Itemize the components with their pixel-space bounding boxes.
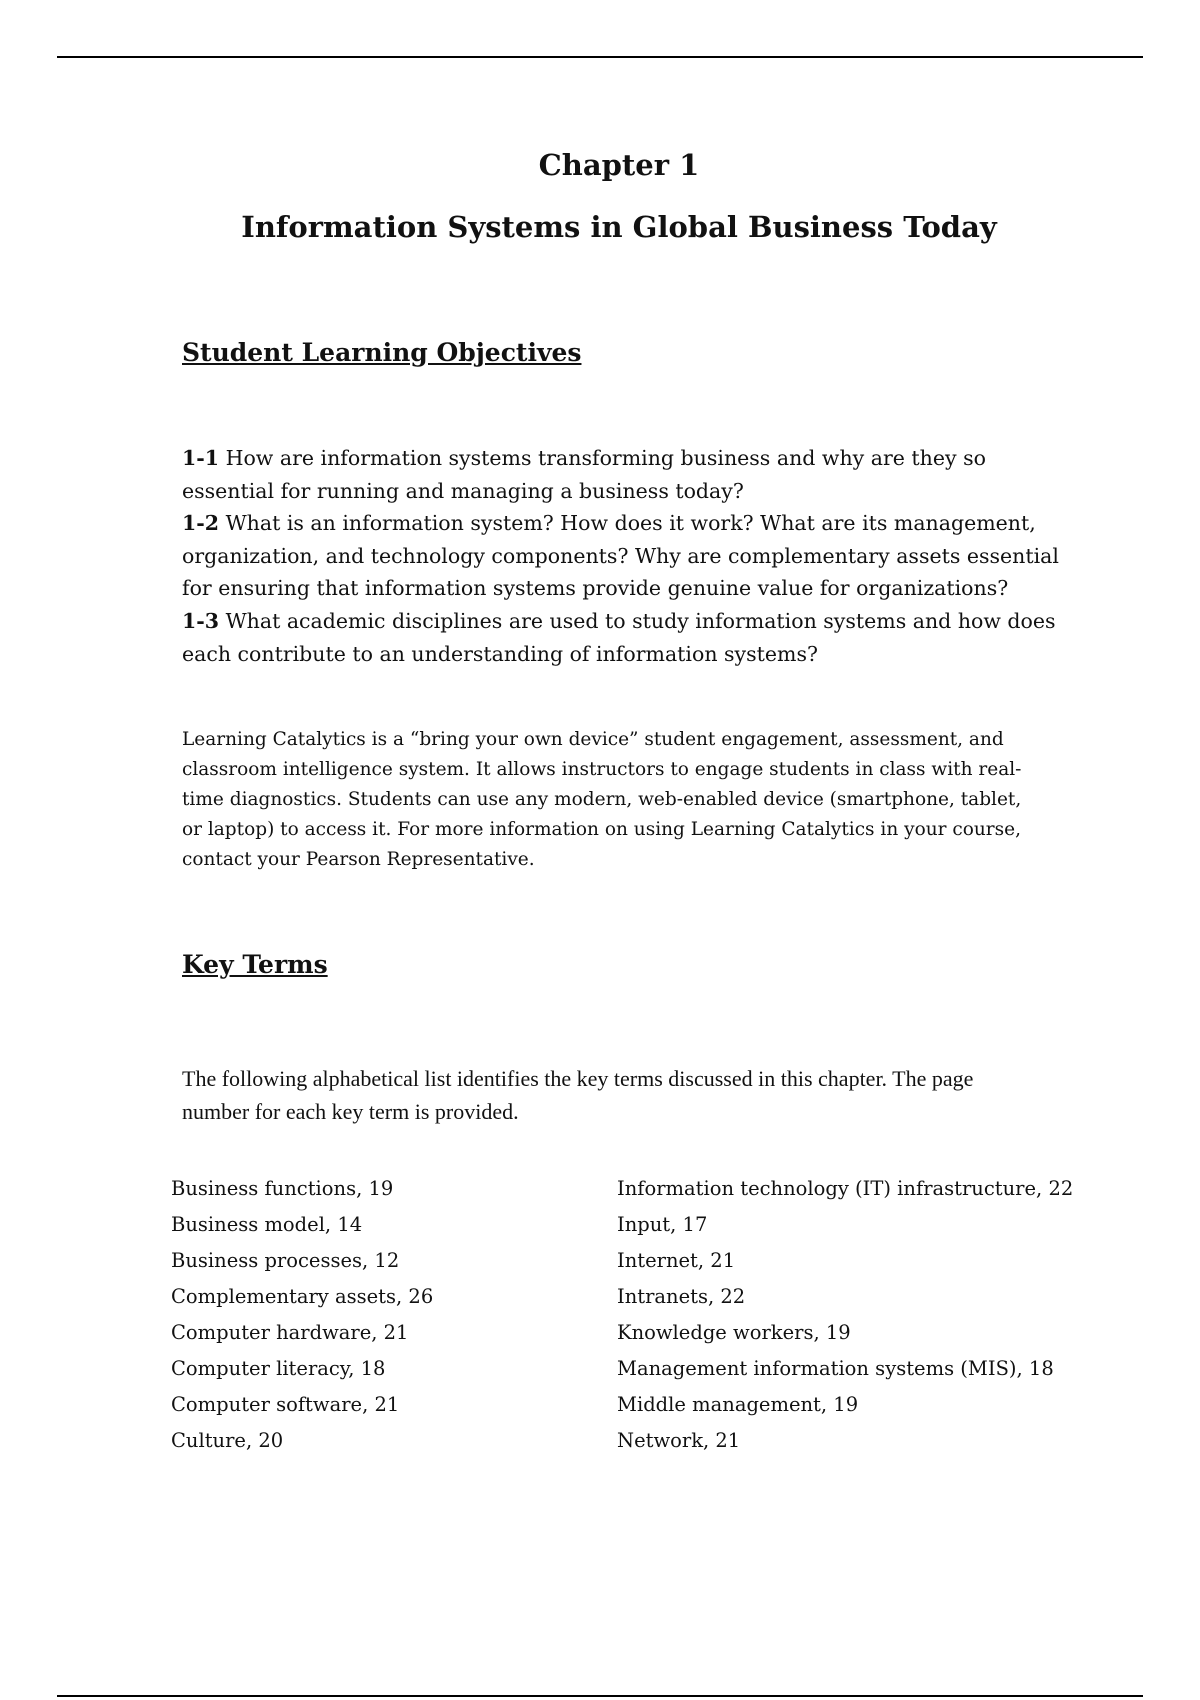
objective-text: How are information systems transforming business and why are they so essential for running and managing a business today? [182,446,986,503]
key-term: Complementary assets, 26 [171,1285,434,1308]
objective-number: 1-3 [182,608,220,633]
key-term: Input, 17 [617,1213,708,1236]
key-term: Computer software, 21 [171,1393,400,1416]
key-term: Business processes, 12 [171,1249,400,1272]
objective-item [182,507,1062,605]
key-term: Computer hardware, 21 [171,1321,409,1344]
chapter-number: Chapter 1 [538,148,700,182]
key-term: Culture, 20 [171,1429,284,1452]
key-term: Management information systems (MIS), 18 [617,1357,1054,1380]
key-term: Intranets, 22 [617,1285,746,1308]
objective-item [182,442,1062,507]
key-terms-intro: The following alphabetical list identifies the key terms discussed in this chapter. The page number for each key term is provided. [182,1066,974,1124]
key-terms-right-column [617,1171,1073,1459]
objectives-heading: Student Learning Objectives [182,338,582,367]
objective-text: What academic disciplines are used to study information systems and how does each contribute to an understanding of information systems? [182,608,1056,666]
key-term: Business functions, 19 [171,1177,394,1200]
key-term: Network, 21 [617,1429,741,1452]
key-term: Internet, 21 [617,1249,736,1272]
key-term: Business model, 14 [171,1213,363,1236]
key-terms-left-column [171,1171,433,1459]
objective-number: 1-2 [182,511,220,536]
key-term: Information technology (IT) infrastructure, 22 [617,1177,1074,1200]
bottom-rule [57,1695,1143,1697]
learning-catalytics-note: Learning Catalytics is a “bring your own device” student engagement, assessment, and classroom intelligence system. It allows instructors to engage students in class with real-time diagnostics. Students can use any modern, web-enabled device (smartphone, tablet, or laptop) to access it. For more information on using Learning Catalytics in your course, contact your Pearson Representative. [182,729,1022,870]
top-rule [57,56,1143,58]
key-term: Knowledge workers, 19 [617,1321,851,1344]
key-terms-heading: Key Terms [182,950,328,979]
objective-text: What is an information system? How does it work? What are its management, organization, and technology components? Why are complementary assets essential for ensuring that information systems provide genuine value for organizations? [182,511,1059,601]
key-term: Computer literacy, 18 [171,1357,386,1380]
chapter-title: Information Systems in Global Business Today [241,210,997,244]
objectives-list [182,442,1062,670]
objective-item [182,605,1062,670]
key-term: Middle management, 19 [617,1393,859,1416]
objective-number: 1-1 [182,446,220,470]
